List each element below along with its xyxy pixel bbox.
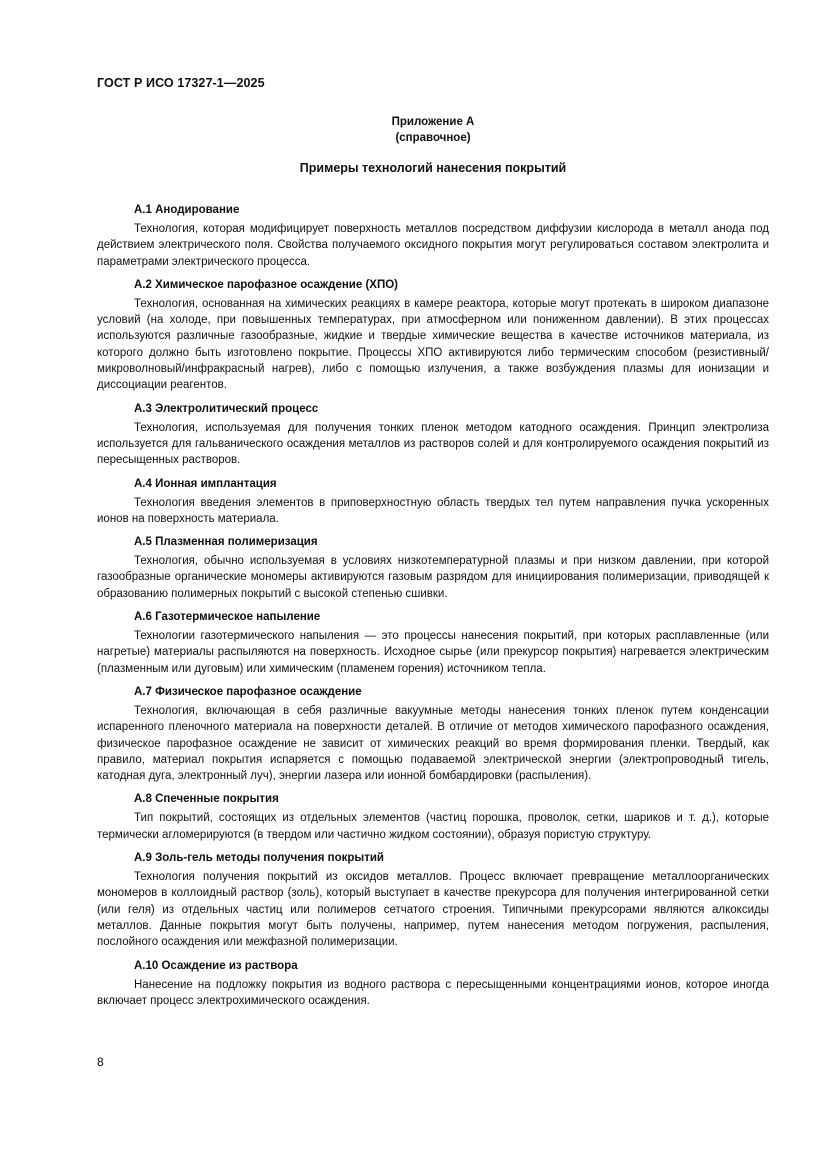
annex-title: Примеры технологий нанесения покрытий bbox=[299, 161, 567, 175]
section-title: А.6 Газотермическое напыление bbox=[134, 611, 321, 624]
page-number: 8 bbox=[97, 1055, 104, 1069]
section-a6 bbox=[97, 609, 769, 677]
annex-content bbox=[97, 202, 769, 1016]
section-text: Технология, основанная на химических реакциях в камере реактора, которые могут протекать в широком диапазоне условий (на холоде, при повышенных температурах, при атмосферном или пониженном давлении). В этих процессах используются различные газообразные, жидкие и твердые химические вещества в качестве источников материала, из которого должно быть изготовлено покрытие. Процессы ХПО активируются либо термическим способом (резистивный/микроволновый/инфракрасный нагрев), либо с помощью излучения, а также возбуждения плазмы для ионизации и диссоциации реагентов. bbox=[97, 297, 769, 392]
section-text: Тип покрытий, состоящих из отдельных элементов (частиц порошка, проволок, сетки, шариков и т. д.), которые термически агломерируются (в твердом или частично жидком состоянии), образуя пористую структуру. bbox=[97, 812, 769, 841]
section-title: А.5 Плазменная полимеризация bbox=[134, 536, 318, 549]
section-text: Технология, используемая для получения тонких пленок методом катодного осаждения. Принцип электролиза используется для гальванического осаждения металлов из растворов солей и для контролируемого осаждения покрытий из пересыщенных растворов. bbox=[97, 421, 769, 467]
section-text: Технологии газотермического напыления — это процессы нанесения покрытий, при которых расплавленные (или нагретые) материалы распыляются на поверхность. Исходное сырье (или прекурсор покрытия) нагревается электрическим (плазменным или дуговым) или химическим (пламенем горения) источником тепла. bbox=[97, 630, 769, 675]
section-title: А.2 Химическое парофазное осаждение (ХПО) bbox=[134, 278, 399, 291]
section-text: Нанесение на подложку покрытия из водного раствора с пересыщенными концентрациями ионов, которое иногда включает процесс электрохимического осаждения. bbox=[97, 978, 769, 1007]
document-standard-id: ГОСТ Р ИСО 17327-1—2025 bbox=[97, 76, 265, 90]
section-a4 bbox=[97, 476, 769, 528]
annex-type: (справочное) bbox=[395, 132, 471, 144]
section-a9 bbox=[97, 850, 769, 950]
section-a5 bbox=[97, 534, 769, 602]
section-title: А.3 Электролитический процесс bbox=[134, 402, 319, 415]
section-text: Технология получения покрытий из оксидов металлов. Процесс включает превращение металлоорганических мономеров в коллоидный раствор (золь), который выступает в качестве прекурсора для получения интегрированной сетки (или геля) из отдельных частиц или полимеров сетчатого строения. Типичными прекурсорами являются алкоксиды металлов. Данные покрытия могут быть получены, например, путем нанесения методом погружения, распыления, послойного осаждения или межфазной полимеризации. bbox=[97, 871, 769, 949]
section-title: А.10 Осаждение из раствора bbox=[134, 959, 298, 972]
section-title: А.8 Спеченные покрытия bbox=[134, 793, 279, 806]
section-title: А.7 Физическое парофазное осаждение bbox=[134, 685, 362, 698]
section-text: Технология, которая модифицирует поверхность металлов посредством диффузии кислорода в металл анода под действием электрического поля. Свойства получаемого оксидного покрытия могут регулироваться составом электролита и параметрами электрического процесса. bbox=[97, 223, 769, 268]
annex-label: Приложение А bbox=[391, 116, 475, 128]
section-title: А.1 Анодирование bbox=[134, 204, 240, 216]
section-a10 bbox=[97, 958, 769, 1010]
section-a3 bbox=[97, 401, 769, 469]
section-a2 bbox=[97, 277, 769, 394]
section-title: А.4 Ионная имплантация bbox=[134, 477, 277, 490]
section-text: Технология введения элементов в приповерхностную область твердых тел путем направления пучка ускоренных ионов на поверхность материала. bbox=[97, 496, 769, 525]
section-a1 bbox=[97, 202, 769, 270]
section-text: Технология, включающая в себя различные вакуумные методы нанесения тонких пленок путем конденсации испаренного пленочного материала на поверхности деталей. В отличие от методов химического парофазного осаждения, физическое парофазное осаждение не зависит от химических реакций во время формирования пленки. Твердый, как правило, материал покрытия испаряется с помощью подаваемой электрической энергии (электропроводный тигель, катодная дуга, электронный луч), энергии лазера или ионной бомбардировки (распыления). bbox=[97, 704, 769, 783]
annex-heading bbox=[97, 114, 769, 146]
section-title: А.9 Золь-гель методы получения покрытий bbox=[134, 852, 384, 865]
section-a7 bbox=[97, 684, 769, 784]
section-text: Технология, обычно используемая в условиях низкотемпературной плазмы и при низком давлении, при которой газообразные органические мономеры активируются газовым разрядом для инициирования полимеризации, приводящей к образованию полимерных покрытий с высокой степенью сшивки. bbox=[97, 555, 769, 600]
section-a8 bbox=[97, 791, 769, 843]
